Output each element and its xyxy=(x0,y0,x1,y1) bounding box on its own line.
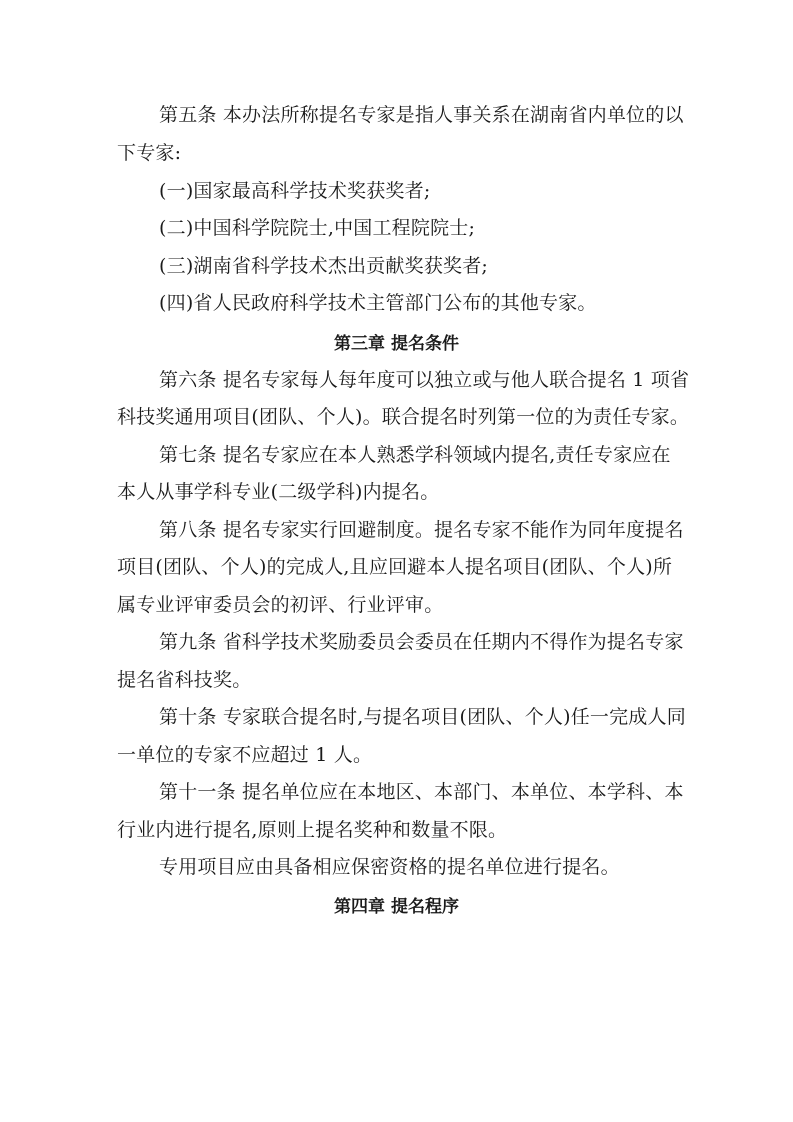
article-9-line-1: 第九条 省科学技术奖励委员会委员在任期内不得作为提名专家 xyxy=(159,631,684,653)
special-projects-line: 专用项目应由具备相应保密资格的提名单位进行提名。 xyxy=(159,856,620,878)
chapter-3-heading: 第三章 提名条件 xyxy=(334,334,459,354)
article-6-line-1: 第六条 提名专家每人每年度可以独立或与他人联合提名 1 项省 xyxy=(159,369,690,391)
article-6-line-2: 科技奖通用项目(团队、个人)。联合提名时列第一位的为责任专家。 xyxy=(117,406,690,428)
article-5-line-2: 下专家: xyxy=(117,142,182,164)
list-item-2: (二)中国科学院院士,中国工程院院士; xyxy=(159,217,476,239)
list-item-1: (一)国家最高科学技术奖获奖者; xyxy=(159,180,431,202)
list-item-4: (四)省人民政府科学技术主管部门公布的其他专家。 xyxy=(159,292,597,314)
article-8-line-1: 第八条 提名专家实行回避制度。提名专家不能作为同年度提名 xyxy=(159,519,684,541)
chapter-4-heading: 第四章 提名程序 xyxy=(334,897,459,917)
article-11-line-2: 行业内进行提名,原则上提名奖种和数量不限。 xyxy=(117,819,508,841)
article-7-line-2: 本人从事学科专业(二级学科)内提名。 xyxy=(117,481,440,503)
article-10-line-1: 第十条 专家联合提名时,与提名项目(团队、个人)任一完成人同 xyxy=(159,706,686,728)
article-11-line-1: 第十一条 提名单位应在本地区、本部门、本单位、本学科、本 xyxy=(159,781,684,803)
article-8-line-2: 项目(团队、个人)的完成人,且应回避本人提名项目(团队、个人)所 xyxy=(117,556,673,578)
article-5-line-1: 第五条 本办法所称提名专家是指人事关系在湖南省内单位的以 xyxy=(159,104,684,126)
article-8-line-3: 属专业评审委员会的初评、行业评审。 xyxy=(117,594,444,616)
article-10-line-2: 一单位的专家不应超过 1 人。 xyxy=(117,744,373,766)
article-7-line-1: 第七条 提名专家应在本人熟悉学科领域内提名,责任专家应在 xyxy=(159,444,671,466)
article-9-line-2: 提名省科技奖。 xyxy=(117,669,252,691)
list-item-3: (三)湖南省科学技术杰出贡献奖获奖者; xyxy=(159,255,489,277)
